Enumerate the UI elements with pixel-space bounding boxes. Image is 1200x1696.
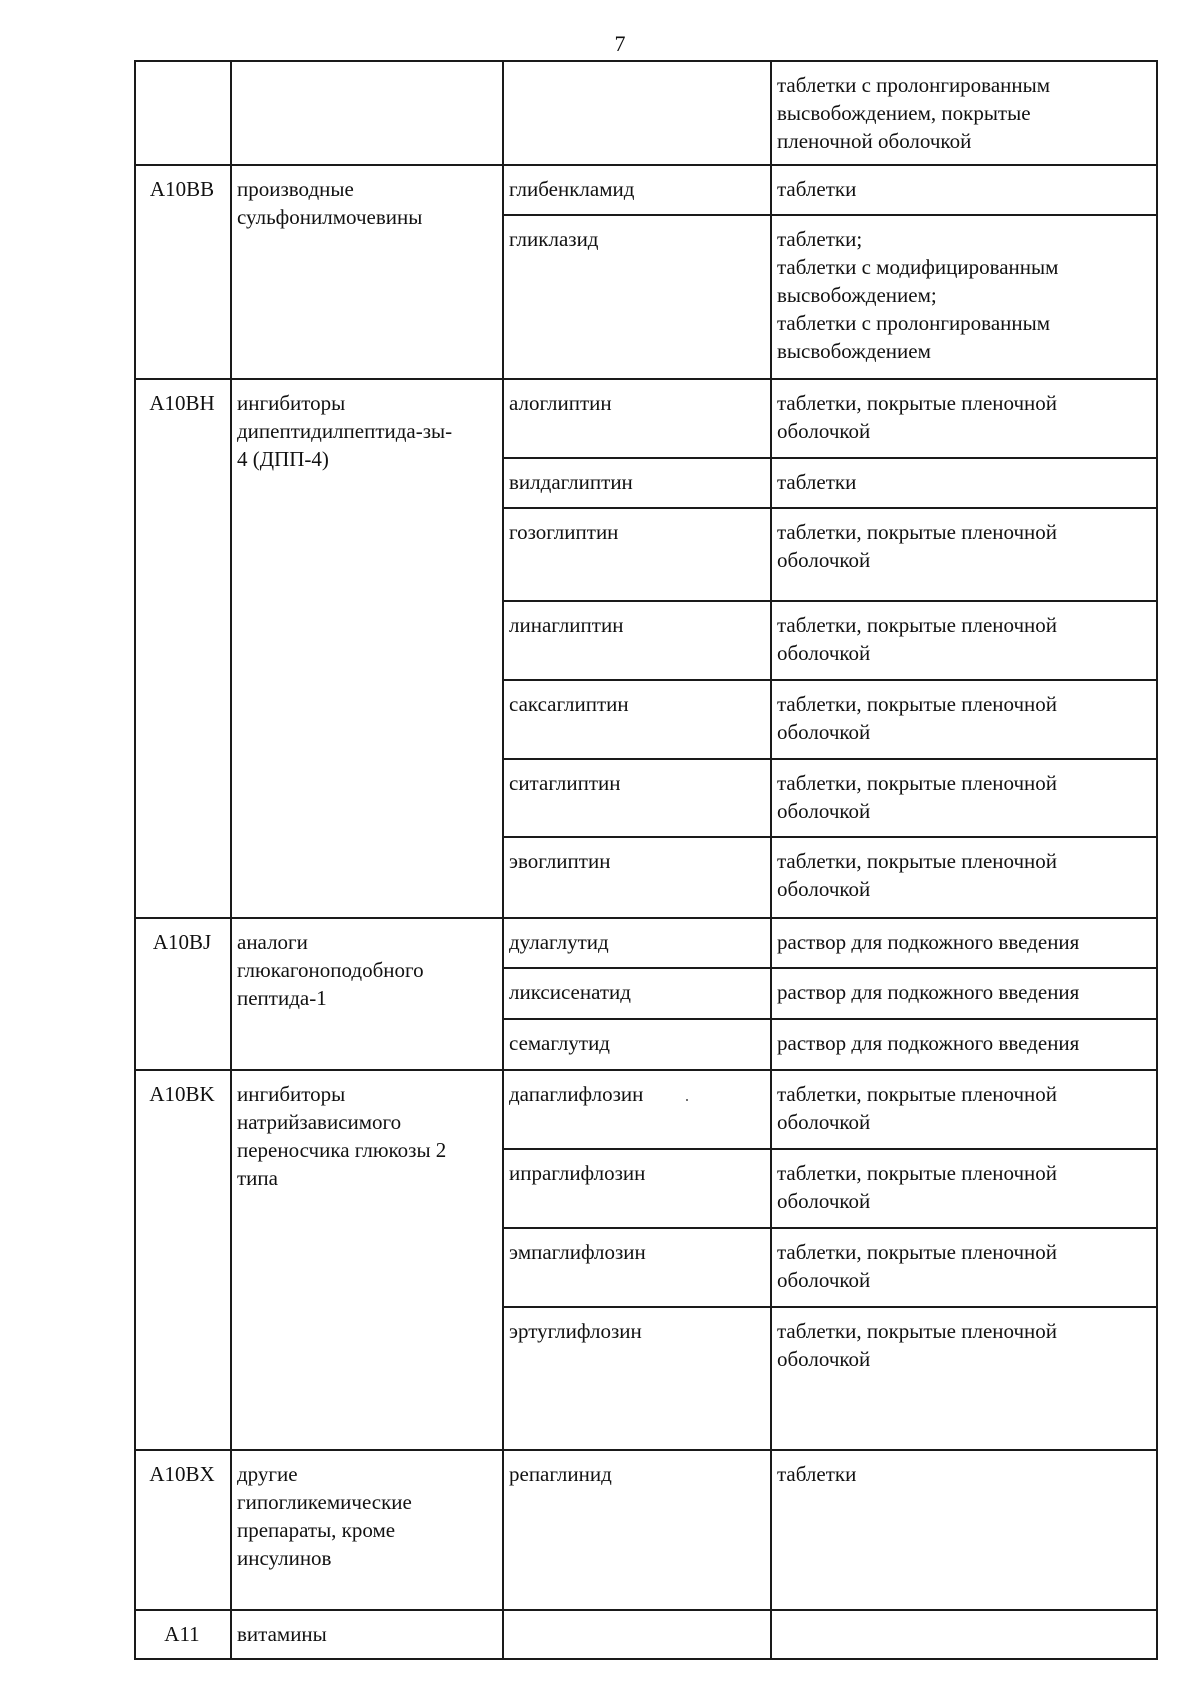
table-rule	[134, 60, 136, 1660]
text-line: таблетки, покрытые пленочной	[777, 849, 1058, 873]
drug-name-cell: ситаглиптин	[509, 771, 621, 795]
text-line: таблетки с модифицированным	[777, 255, 1059, 279]
drug-name-cell: вилдаглиптин	[509, 470, 633, 494]
dosage-form-cell	[770, 967, 1156, 1018]
table-rule	[134, 1658, 1156, 1660]
atc-code-cell: A10BK	[149, 1082, 215, 1106]
drug-name-cell: эмпаглифлозин	[509, 1240, 646, 1264]
table-rule	[134, 164, 1156, 166]
text-line: пептида-1	[237, 986, 327, 1010]
text-line: оболочкой	[777, 1189, 871, 1213]
text-line: высвобождением, покрытые	[777, 101, 1031, 125]
text-line: оболочкой	[777, 548, 871, 572]
text-line: таблетки, покрытые пленочной	[777, 391, 1058, 415]
text-line: таблетки, покрытые пленочной	[777, 520, 1058, 544]
drug-name-cell: линаглиптин	[509, 613, 624, 637]
text-line: ингибиторы	[237, 391, 346, 415]
text-line: производные	[237, 177, 354, 201]
drug-table	[134, 60, 1156, 1658]
text-line: оболочкой	[777, 641, 871, 665]
text-line: таблетки	[777, 1462, 857, 1486]
text-line: оболочкой	[777, 1268, 871, 1292]
text-line: другие	[237, 1462, 298, 1486]
atc-code-cell: A10BJ	[152, 930, 212, 954]
table-rule	[502, 1306, 1156, 1308]
text-line: типа	[237, 1166, 278, 1190]
table-rule	[134, 60, 1156, 62]
text-line: таблетки, покрытые пленочной	[777, 613, 1058, 637]
group-name-cell	[230, 917, 502, 1069]
dosage-form-cell	[770, 1609, 1156, 1658]
text-line: сульфонилмочевины	[237, 205, 423, 229]
group-name-cell	[230, 1449, 502, 1609]
dosage-form-cell	[770, 457, 1156, 507]
text-line: таблетки, покрытые пленочной	[777, 692, 1058, 716]
text-line: высвобождением	[777, 339, 931, 363]
text-line: инсулинов	[237, 1546, 332, 1570]
text-line: аналоги	[237, 930, 308, 954]
table-rule	[770, 60, 772, 1660]
table-rule	[502, 1018, 1156, 1020]
scan-speck	[686, 1099, 688, 1101]
text-line: пленочной оболочкой	[777, 129, 972, 153]
table-rule	[502, 507, 1156, 509]
text-line: раствор для подкожного введения	[777, 980, 1080, 1004]
drug-name-cell: гозоглиптин	[509, 520, 619, 544]
text-line: глюкагоноподобного	[237, 958, 424, 982]
table-rule	[134, 917, 1156, 919]
text-line: таблетки с пролонгированным	[777, 311, 1051, 335]
table-rule	[502, 214, 1156, 216]
text-line: таблетки, покрытые пленочной	[777, 1319, 1058, 1343]
table-rule	[134, 1609, 1156, 1611]
dosage-form-cell	[770, 60, 1156, 164]
table-rule	[502, 1227, 1156, 1229]
dosage-form-cell	[770, 679, 1156, 758]
drug-name-cell: саксаглиптин	[509, 692, 629, 716]
dosage-form-cell	[770, 1069, 1156, 1148]
text-line: таблетки, покрытые пленочной	[777, 1161, 1058, 1185]
dosage-form-cell	[770, 1018, 1156, 1069]
text-line: таблетки, покрытые пленочной	[777, 771, 1058, 795]
atc-code-cell: A10BX	[149, 1462, 215, 1486]
drug-name-cell: семаглутид	[509, 1031, 610, 1055]
table-rule	[502, 457, 1156, 459]
drug-name-cell: эвоглиптин	[509, 849, 611, 873]
drug-name-cell: ликсисенатид	[509, 980, 631, 1004]
text-line: ингибиторы	[237, 1082, 346, 1106]
drug-name-cell: дапаглифлозин	[509, 1082, 644, 1106]
drug-name-cell: дулаглутид	[509, 930, 609, 954]
atc-code-cell: A10BH	[149, 391, 215, 415]
dosage-form-cell	[770, 1227, 1156, 1306]
drug-name-cell: эртуглифлозин	[509, 1319, 642, 1343]
drug-name-cell	[502, 60, 770, 164]
atc-code-cell: A11	[164, 1622, 200, 1646]
table-rule	[502, 1148, 1156, 1150]
text-line: таблетки, покрытые пленочной	[777, 1240, 1058, 1264]
text-line: таблетки	[777, 470, 857, 494]
table-rule	[502, 758, 1156, 760]
table-rule	[502, 600, 1156, 602]
dosage-form-cell	[770, 1148, 1156, 1227]
group-name-cell	[230, 164, 502, 378]
group-name-cell	[230, 378, 502, 917]
text-line: 4 (ДПП-4)	[237, 447, 329, 471]
dosage-form-cell	[770, 214, 1156, 378]
text-line: оболочкой	[777, 1110, 871, 1134]
drug-name-cell: гликлазид	[509, 227, 599, 251]
drug-name-cell	[502, 1609, 770, 1658]
text-line: гипогликемические	[237, 1490, 412, 1514]
atc-code-cell	[134, 60, 230, 164]
table-rule	[230, 60, 232, 1660]
text-line: оболочкой	[777, 419, 871, 443]
text-line: натрийзависимого	[237, 1110, 402, 1134]
group-name-cell	[230, 1069, 502, 1449]
text-line: раствор для подкожного введения	[777, 930, 1080, 954]
text-line: таблетки, покрытые пленочной	[777, 1082, 1058, 1106]
dosage-form-cell	[770, 378, 1156, 457]
text-line: оболочкой	[777, 720, 871, 744]
text-line: дипептидилпептида-зы-	[237, 419, 453, 443]
dosage-form-cell	[770, 1449, 1156, 1609]
text-line: таблетки	[777, 177, 857, 201]
table-rule	[502, 836, 1156, 838]
text-line: витамины	[237, 1622, 327, 1646]
text-line: раствор для подкожного введения	[777, 1031, 1080, 1055]
dosage-form-cell	[770, 507, 1156, 600]
group-name-cell	[230, 1609, 502, 1658]
text-line: препараты, кроме	[237, 1518, 396, 1542]
drug-name-cell: алоглиптин	[509, 391, 612, 415]
dosage-form-cell	[770, 836, 1156, 917]
dosage-form-cell	[770, 1306, 1156, 1449]
table-rule	[134, 1449, 1156, 1451]
text-line: высвобождением;	[777, 283, 937, 307]
text-line: переносчика глюкозы 2	[237, 1138, 447, 1162]
text-line: оболочкой	[777, 1347, 871, 1371]
atc-code-cell: A10BB	[149, 177, 215, 201]
dosage-form-cell	[770, 164, 1156, 214]
drug-name-cell: ипраглифлозин	[509, 1161, 646, 1185]
dosage-form-cell	[770, 917, 1156, 967]
dosage-form-cell	[770, 600, 1156, 679]
table-rule	[502, 967, 1156, 969]
text-line: оболочкой	[777, 799, 871, 823]
text-line: оболочкой	[777, 877, 871, 901]
dosage-form-cell	[770, 758, 1156, 836]
table-rule	[134, 378, 1156, 380]
page-number: 7	[614, 31, 626, 56]
text-line: таблетки с пролонгированным	[777, 73, 1051, 97]
text-line: таблетки;	[777, 227, 863, 251]
table-rule	[502, 60, 504, 1660]
table-rule	[502, 679, 1156, 681]
drug-name-cell: репаглинид	[509, 1462, 612, 1486]
table-rule	[1156, 60, 1158, 1660]
group-name-cell	[230, 60, 502, 164]
drug-name-cell: глибенкламид	[509, 177, 635, 201]
table-rule	[134, 1069, 1156, 1071]
